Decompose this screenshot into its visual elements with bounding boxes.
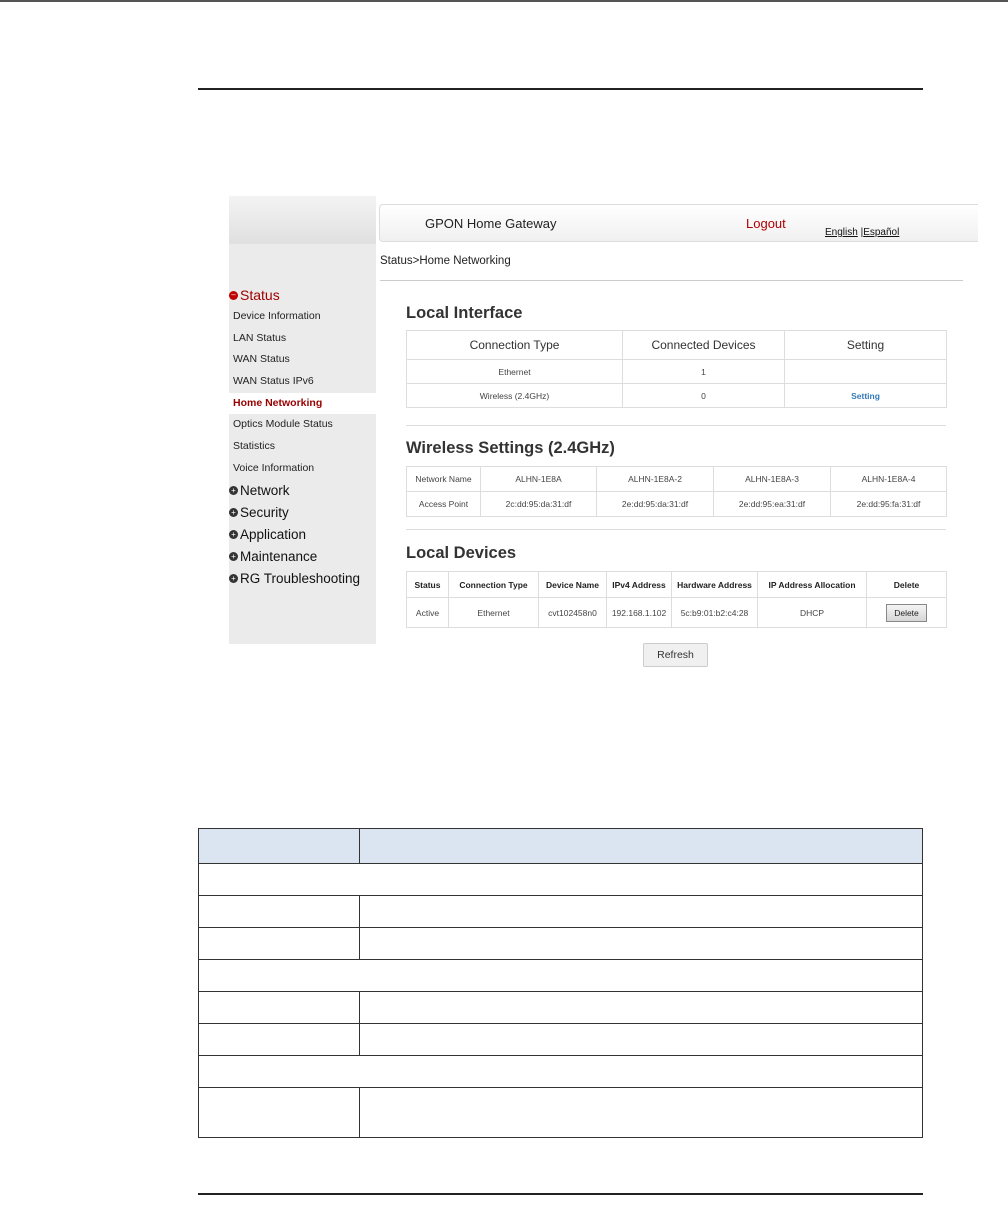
table-cell — [360, 992, 923, 1024]
sidebar-item-optics-module-status[interactable]: Optics Module Status — [233, 418, 333, 431]
column-header — [360, 829, 923, 864]
table-cell: Ethernet — [449, 598, 539, 628]
sidebar-group-network[interactable] — [229, 480, 376, 502]
sidebar-item-wan-status[interactable]: WAN Status — [233, 353, 290, 366]
table-cell — [785, 360, 947, 384]
table-cell — [199, 1024, 360, 1056]
sidebar-item-wan-status-ipv6[interactable]: WAN Status IPv6 — [233, 375, 314, 388]
expand-icon: + — [229, 486, 238, 495]
sidebar-group-maintenance[interactable] — [229, 546, 376, 568]
table-cell: ALHN-1E8A-4 — [831, 467, 947, 492]
document-table — [198, 828, 923, 1138]
table-cell: 2e:dd:95:da:31:df — [597, 492, 714, 517]
row-label: Network Name — [407, 467, 481, 492]
table-cell — [199, 992, 360, 1024]
table-cell — [360, 1088, 923, 1138]
wireless-settings-table — [406, 466, 947, 517]
gateway-screenshot — [229, 196, 978, 676]
table-cell — [199, 1088, 360, 1138]
delete-device-button[interactable]: Delete — [886, 604, 927, 622]
breadcrumb-divider — [380, 280, 963, 281]
table-cell: 5c:b9:01:b2:c4:28 — [672, 598, 758, 628]
sidebar-group-label: Network — [240, 483, 290, 498]
bottom-rule — [198, 1193, 923, 1195]
sidebar-group-security[interactable] — [229, 502, 376, 524]
breadcrumb: Status>Home Networking — [380, 255, 511, 267]
table-row — [407, 384, 947, 408]
table-row — [407, 467, 947, 492]
table-cell: ALHN-1E8A — [481, 467, 597, 492]
table-row — [407, 360, 947, 384]
table-cell: ALHN-1E8A-3 — [714, 467, 831, 492]
local-interface-table — [406, 330, 947, 408]
table-cell — [199, 896, 360, 928]
table-cell: 2c:dd:95:da:31:df — [481, 492, 597, 517]
table-cell — [360, 896, 923, 928]
expand-icon: + — [229, 552, 238, 561]
section-divider — [406, 529, 946, 530]
table-cell: 192.168.1.102 — [607, 598, 672, 628]
top-rule — [198, 88, 923, 90]
language-switcher — [825, 227, 899, 238]
table-cell: 2e:dd:95:ea:31:df — [714, 492, 831, 517]
table-row — [407, 492, 947, 517]
table-cell: DHCP — [758, 598, 867, 628]
local-devices-table — [406, 571, 947, 628]
sidebar-group-label: Maintenance — [240, 549, 318, 564]
column-header: Connected Devices — [623, 331, 785, 360]
table-row — [199, 928, 923, 960]
column-header: Status — [407, 572, 449, 598]
sidebar-group-label: Security — [240, 505, 289, 520]
expand-icon: + — [229, 508, 238, 517]
logout-link[interactable]: Logout — [746, 216, 786, 231]
sidebar-group-label: RG Troubleshooting — [240, 571, 361, 586]
column-header: Device Name — [539, 572, 607, 598]
expand-icon: + — [229, 530, 238, 539]
table-row — [199, 1024, 923, 1056]
table-cell: Active — [407, 598, 449, 628]
table-cell: cvt102458n0 — [539, 598, 607, 628]
column-header: Setting — [785, 331, 947, 360]
table-cell: 0 — [623, 384, 785, 408]
column-header: Hardware Address — [672, 572, 758, 598]
column-header — [199, 829, 360, 864]
table-row — [199, 992, 923, 1024]
table-header-row — [407, 331, 947, 360]
table-row — [199, 960, 923, 992]
app-title: GPON Home Gateway — [425, 216, 557, 231]
top-edge-line — [0, 0, 1008, 2]
sidebar-item-device-information[interactable]: Device Information — [233, 310, 321, 322]
table-cell — [199, 1056, 923, 1088]
column-header: IP Address Allocation — [758, 572, 867, 598]
table-cell — [360, 1024, 923, 1056]
table-row — [199, 864, 923, 896]
row-label: Access Point — [407, 492, 481, 517]
column-header: Connection Type — [407, 331, 623, 360]
table-row — [199, 1056, 923, 1088]
sidebar-header — [229, 196, 376, 244]
column-header: Connection Type — [449, 572, 539, 598]
sidebar-group-status[interactable] — [229, 284, 376, 306]
sidebar-group-label: Status — [240, 287, 280, 303]
sidebar — [229, 196, 376, 644]
table-cell — [199, 960, 923, 992]
column-header: Delete — [867, 572, 947, 598]
table-row — [199, 896, 923, 928]
table-header-row — [407, 572, 947, 598]
table-cell: 1 — [623, 360, 785, 384]
sidebar-group-application[interactable] — [229, 524, 376, 546]
lang-english-link[interactable]: English — [825, 227, 858, 238]
local-devices-title: Local Devices — [406, 544, 517, 562]
lang-spanish-link[interactable]: Español — [863, 227, 900, 238]
wireless-settings-title: Wireless Settings (2.4GHz) — [406, 439, 615, 457]
table-cell: Wireless (2.4GHz) — [407, 384, 623, 408]
section-divider — [406, 425, 946, 426]
sidebar-item-home-networking[interactable]: Home Networking — [229, 393, 376, 415]
sidebar-group-rg-troubleshooting[interactable] — [229, 568, 376, 590]
table-cell — [785, 384, 947, 408]
wireless-setting-link[interactable]: Setting — [851, 390, 880, 401]
sidebar-group-label: Application — [240, 527, 307, 542]
sidebar-item-statistics[interactable]: Statistics — [233, 440, 276, 453]
table-row — [199, 1088, 923, 1138]
table-cell: ALHN-1E8A-2 — [597, 467, 714, 492]
table-cell — [360, 928, 923, 960]
main-content — [376, 196, 978, 676]
table-cell: 2e:dd:95:fa:31:df — [831, 492, 947, 517]
top-header — [379, 204, 978, 242]
lang-separator: | — [860, 227, 864, 238]
table-cell — [199, 928, 360, 960]
collapse-icon: – — [229, 291, 238, 300]
table-cell — [867, 598, 947, 628]
table-cell: Ethernet — [407, 360, 623, 384]
refresh-button[interactable]: Refresh — [643, 643, 708, 667]
local-interface-title: Local Interface — [406, 304, 523, 322]
sidebar-item-voice-information[interactable]: Voice Information — [233, 461, 315, 474]
table-row — [407, 598, 947, 628]
sidebar-item-lan-status[interactable]: LAN Status — [233, 331, 287, 344]
expand-icon: + — [229, 574, 238, 583]
table-cell — [199, 864, 923, 896]
column-header: IPv4 Address — [607, 572, 672, 598]
table-header-row — [199, 829, 923, 864]
